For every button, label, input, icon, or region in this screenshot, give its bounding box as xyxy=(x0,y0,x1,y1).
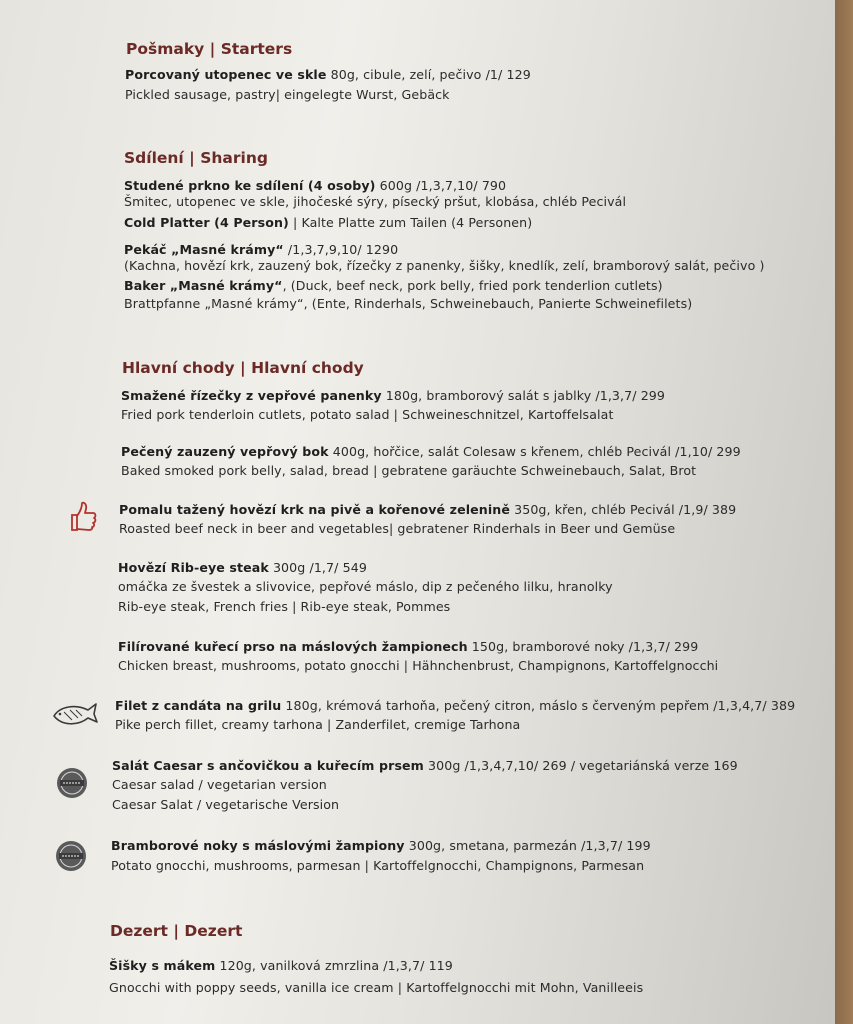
dish-name: Salát Caesar s ančovičkou a kuřecím prsem xyxy=(112,758,424,773)
menu-item-name-line xyxy=(118,639,698,654)
menu-item-name-line xyxy=(124,242,398,257)
fish-icon xyxy=(50,700,100,732)
menu-item-name-line xyxy=(118,560,367,575)
dish-name: Bramborové noky s máslovými žampiony xyxy=(111,838,405,853)
menu-item-name-line xyxy=(115,698,795,713)
dish-detail: 300g, smetana, parmezán /1,3,7/ 199 xyxy=(404,838,651,853)
dish-translation: Chicken breast, mushrooms, potato gnocchi | Hähnchenbrust, Champignons, Kartoffelgnocchi xyxy=(118,658,719,673)
dish-detail: 80g, cibule, zelí, pečivo /1/ 129 xyxy=(326,67,531,82)
dish-name: Hovězí Rib-eye steak xyxy=(118,560,269,575)
dish-detail: 150g, bramborové noky /1,3,7/ 299 xyxy=(467,639,699,654)
dish-translation-rest: | Kalte Platte zum Tailen (4 Personen) xyxy=(288,215,533,230)
dish-translation: Fried pork tenderloin cutlets, potato salad | Schweineschnitzel, Kartoffelsalat xyxy=(121,407,614,422)
dish-translation: Pike perch fillet, creamy tarhona | Zanderfilet, cremige Tarhona xyxy=(115,717,521,732)
dish-translation-german: Brattpfanne „Masné krámy“, (Ente, Rinderhals, Schweinebauch, Panierte Schweinefilets) xyxy=(124,296,693,311)
menu-item-name-line xyxy=(124,178,506,193)
dish-description: Šmitec, utopenec ve skle, jihočeské sýry, písecký pršut, klobása, chléb Pecivál xyxy=(124,194,627,209)
dish-name: Studené prkno ke sdílení (4 osoby) xyxy=(124,178,376,193)
dish-detail: /1,3,7,9,10/ 1290 xyxy=(283,242,399,257)
dish-name: Šišky s mákem xyxy=(109,958,216,973)
dish-translation-rest: , (Duck, beef neck, pork belly, fried pork tenderlion cutlets) xyxy=(282,278,663,293)
menu-item-name-line xyxy=(111,838,651,853)
section-title-starters: Pošmaky | Starters xyxy=(126,40,293,58)
dish-detail: 300g /1,7/ 549 xyxy=(268,560,367,575)
dish-translation xyxy=(124,215,532,230)
menu-item-name-line xyxy=(109,958,453,973)
dish-translation: Rib-eye steak, French fries | Rib-eye steak, Pommes xyxy=(118,599,451,614)
menu-item-name-line xyxy=(119,502,736,517)
dish-translation: Baked smoked pork belly, salad, bread | gebratene garäuchte Schweinebauch, Salat, Brot xyxy=(121,463,697,478)
vegetarian-badge-icon xyxy=(55,766,89,804)
dish-name: Pomalu tažený hovězí krk na pivě a kořenové zelenině xyxy=(119,502,510,517)
dish-detail: 120g, vanilková zmrzlina /1,3,7/ 119 xyxy=(215,958,453,973)
dish-detail: 180g, krémová tarhoňa, pečený citron, máslo s červeným pepřem /1,3,4,7/ 389 xyxy=(281,698,796,713)
dish-name: Porcovaný utopenec ve skle xyxy=(125,67,327,82)
dish-name-english: Baker „Masné krámy“ xyxy=(124,278,283,293)
vegetarian-badge-icon xyxy=(54,839,88,877)
dish-detail: 350g, křen, chléb Pecivál /1,9/ 389 xyxy=(509,502,737,517)
dish-translation-german: Caesar Salat / vegetarische Version xyxy=(112,797,340,812)
dish-translation: Potato gnocchi, mushrooms, parmesan | Kartoffelgnocchi, Champignons, Parmesan xyxy=(111,858,645,873)
dish-translation xyxy=(124,278,663,293)
dish-description: omáčka ze švestek a slivovice, pepřové máslo, dip z pečeného lilku, hranolky xyxy=(118,579,613,594)
dish-translation: Roasted beef neck in beer and vegetables| gebratener Rinderhals in Beer und Gemüse xyxy=(119,521,676,536)
dish-translation: Gnocchi with poppy seeds, vanilla ice cream | Kartoffelgnocchi mit Mohn, Vanilleeis xyxy=(109,980,644,995)
dish-description: (Kachna, hovězí krk, zauzený bok, řízečky z panenky, šišky, knedlík, zelí, bramborový salát, pečivo ) xyxy=(124,258,765,273)
dish-name: Pekáč „Masné krámy“ xyxy=(124,242,284,257)
dish-detail: 300g /1,3,4,7,10/ 269 / vegetariánská verze 169 xyxy=(423,758,738,773)
dish-detail: 400g, hořčice, salát Colesaw s křenem, chléb Pecivál /1,10/ 299 xyxy=(328,444,741,459)
dish-name: Smažené řízečky z vepřové panenky xyxy=(121,388,382,403)
dish-name: Filírované kuřecí prso na máslových žampionech xyxy=(118,639,468,654)
menu-item-name-line xyxy=(121,388,665,403)
table-edge xyxy=(835,0,853,1024)
section-title-sharing: Sdílení | Sharing xyxy=(124,149,268,167)
dish-name: Pečený zauzený vepřový bok xyxy=(121,444,329,459)
dish-name: Filet z candáta na grilu xyxy=(115,698,282,713)
dish-translation: Pickled sausage, pastry| eingelegte Wurst, Gebäck xyxy=(125,87,450,102)
section-title-dessert: Dezert | Dezert xyxy=(110,922,243,940)
menu-item-name-line xyxy=(125,67,531,82)
menu-item-name-line xyxy=(121,444,741,459)
dish-translation: Caesar salad / vegetarian version xyxy=(112,777,327,792)
section-title-mains: Hlavní chody | Hlavní chody xyxy=(122,359,364,377)
dish-name-english: Cold Platter (4 Person) xyxy=(124,215,289,230)
menu-item-name-line xyxy=(112,758,738,773)
dish-detail: 180g, bramborový salát s jablky /1,3,7/ 299 xyxy=(381,388,666,403)
thumbs-up-icon xyxy=(66,499,98,537)
dish-detail: 600g /1,3,7,10/ 790 xyxy=(375,178,507,193)
